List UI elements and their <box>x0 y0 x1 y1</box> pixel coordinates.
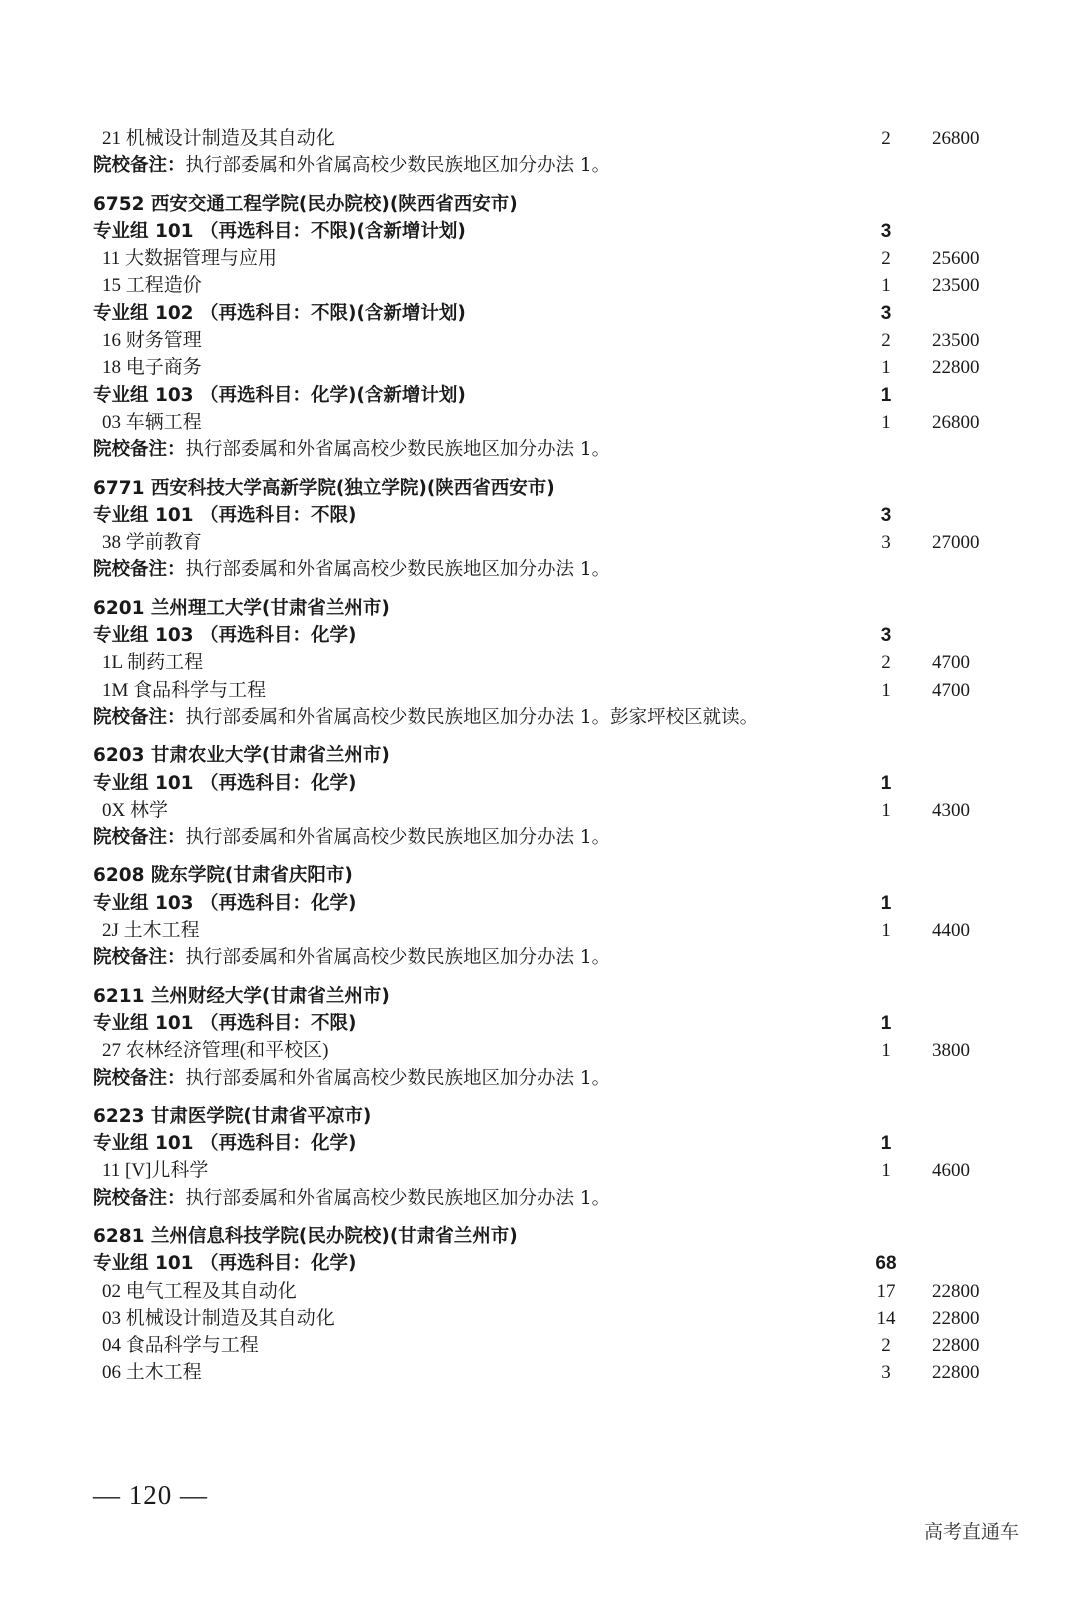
tuition-fee: 26800 <box>932 411 980 433</box>
tuition-fee: 23500 <box>932 275 980 297</box>
group-label: 专业组 102 （再选科目：不限)(含新增计划) <box>93 302 466 324</box>
major-name: 18 电子商务 <box>102 357 202 379</box>
tuition-fee: 23500 <box>932 330 980 352</box>
plan-count: 17 <box>876 1280 896 1302</box>
major-name: 0X 林学 <box>102 799 168 821</box>
admission-plan-list <box>93 125 1013 1387</box>
group-label: 专业组 101 （再选科目：化学) <box>93 772 357 794</box>
remark-text: 执行部委属和外省属高校少数民族地区加分办法 1。 <box>185 155 611 177</box>
remark-text: 执行部委属和外省属高校少数民族地区加分办法 1。 <box>185 559 611 581</box>
school-header: 6201 兰州理工大学(甘肃省兰州市) <box>93 597 390 619</box>
plan-count: 1 <box>881 799 891 821</box>
plan-count: 2 <box>881 128 891 149</box>
major-group-row <box>93 382 1013 409</box>
remark-text: 执行部委属和外省属高校少数民族地区加分办法 1。彭家坪校区就读。 <box>185 706 759 728</box>
school-header: 6223 甘肃医学院(甘肃省平凉市) <box>93 1105 372 1127</box>
major-row <box>93 1305 1013 1332</box>
major-name: 11 大数据管理与应用 <box>102 248 278 270</box>
tuition-fee: 25600 <box>932 248 980 270</box>
plan-count: 1 <box>881 920 891 942</box>
school-header: 6211 兰州财经大学(甘肃省兰州市) <box>93 985 390 1007</box>
school-remark <box>93 436 1013 463</box>
plan-count: 2 <box>881 248 891 270</box>
major-group-row <box>93 1130 1013 1157</box>
group-count: 3 <box>880 302 892 324</box>
school-remark <box>93 556 1013 583</box>
remark-label: 院校备注： <box>93 706 186 728</box>
plan-count: 2 <box>881 1335 891 1357</box>
major-row <box>93 1157 1013 1184</box>
group-count: 3 <box>880 625 892 647</box>
group-label: 专业组 103 （再选科目：化学) <box>93 892 357 914</box>
tuition-fee: 26800 <box>932 128 980 149</box>
group-label: 专业组 101 （再选科目：化学) <box>93 1133 357 1155</box>
major-name: 21 机械设计制造及其自动化 <box>102 128 335 149</box>
plan-count: 2 <box>881 652 891 674</box>
plan-count: 1 <box>881 679 891 701</box>
major-group-row <box>93 622 1013 649</box>
remark-label: 院校备注： <box>93 827 186 849</box>
major-row <box>93 125 1013 152</box>
group-count: 3 <box>880 220 892 242</box>
major-group-row <box>93 502 1013 529</box>
major-name: 03 机械设计制造及其自动化 <box>102 1307 335 1329</box>
school-remark <box>93 1185 1013 1212</box>
school-remark <box>93 824 1013 851</box>
group-count: 1 <box>880 384 892 406</box>
major-name: 11 [V]儿科学 <box>102 1160 209 1182</box>
tuition-fee: 4700 <box>932 652 970 674</box>
plan-count: 1 <box>881 275 891 297</box>
major-row <box>93 649 1013 676</box>
major-name: 03 车辆工程 <box>102 411 202 433</box>
group-label: 专业组 101 （再选科目：不限) <box>93 1012 357 1034</box>
remark-label: 院校备注： <box>93 1187 186 1209</box>
remark-label: 院校备注： <box>93 559 186 581</box>
major-row <box>93 409 1013 436</box>
group-label: 专业组 103 （再选科目：化学) <box>93 625 357 647</box>
plan-count: 1 <box>881 1040 891 1062</box>
plan-count: 14 <box>876 1307 896 1329</box>
major-name: 1M 食品科学与工程 <box>102 679 267 701</box>
remark-label: 院校备注： <box>93 1067 186 1089</box>
remark-label: 院校备注： <box>93 947 186 969</box>
tuition-fee: 4700 <box>932 679 970 701</box>
remark-text: 执行部委属和外省属高校少数民族地区加分办法 1。 <box>185 1187 611 1209</box>
school-remark <box>93 944 1013 971</box>
major-name: 27 农林经济管理(和平校区) <box>102 1040 329 1062</box>
tuition-fee: 22800 <box>932 1280 980 1302</box>
major-group-row <box>93 218 1013 245</box>
watermark: 高考直通车 <box>924 1521 1020 1543</box>
major-name: 15 工程造价 <box>102 275 202 297</box>
remark-label: 院校备注： <box>93 439 186 461</box>
school-remark <box>93 152 1013 179</box>
plan-count: 1 <box>881 1160 891 1182</box>
major-group-row <box>93 300 1013 327</box>
group-count: 68 <box>875 1253 897 1275</box>
tuition-fee: 3800 <box>932 1040 970 1062</box>
tuition-fee: 22800 <box>932 1335 980 1357</box>
major-row <box>93 1278 1013 1305</box>
major-row <box>93 1037 1013 1064</box>
remark-text: 执行部委属和外省属高校少数民族地区加分办法 1。 <box>185 947 611 969</box>
major-group-row <box>93 890 1013 917</box>
group-count: 1 <box>880 1133 892 1155</box>
group-count: 3 <box>880 504 892 526</box>
major-name: 1L 制药工程 <box>102 652 204 674</box>
tuition-fee: 27000 <box>932 532 980 554</box>
school-header: 6208 陇东学院(甘肃省庆阳市) <box>93 865 353 887</box>
major-row <box>93 354 1013 381</box>
group-count: 1 <box>880 892 892 914</box>
plan-count: 2 <box>881 330 891 352</box>
major-row <box>93 327 1013 354</box>
remark-text: 执行部委属和外省属高校少数民族地区加分办法 1。 <box>185 439 611 461</box>
major-name: 2J 土木工程 <box>102 920 200 942</box>
major-group-row <box>93 1250 1013 1277</box>
major-group-row <box>93 770 1013 797</box>
major-row <box>93 529 1013 556</box>
major-row <box>93 272 1013 299</box>
school-header: 6203 甘肃农业大学(甘肃省兰州市) <box>93 745 390 767</box>
group-label: 专业组 101 （再选科目：不限) <box>93 504 357 526</box>
school-remark <box>93 1065 1013 1092</box>
tuition-fee: 22800 <box>932 1362 980 1384</box>
school-header: 6281 兰州信息科技学院(民办院校)(甘肃省兰州市) <box>93 1225 518 1247</box>
plan-count: 1 <box>881 357 891 379</box>
group-label: 专业组 103 （再选科目：化学)(含新增计划) <box>93 384 466 406</box>
major-row <box>93 1359 1013 1386</box>
major-group-row <box>93 1010 1013 1037</box>
tuition-fee: 4300 <box>932 799 970 821</box>
major-row <box>93 797 1013 824</box>
school-remark <box>93 704 1013 731</box>
remark-text: 执行部委属和外省属高校少数民族地区加分办法 1。 <box>185 827 611 849</box>
group-label: 专业组 101 （再选科目：不限)(含新增计划) <box>93 220 466 242</box>
plan-count: 3 <box>881 532 891 554</box>
major-row <box>93 917 1013 944</box>
group-count: 1 <box>880 1012 892 1034</box>
plan-count: 3 <box>881 1362 891 1384</box>
tuition-fee: 4400 <box>932 920 970 942</box>
major-row <box>93 677 1013 704</box>
group-label: 专业组 101 （再选科目：化学) <box>93 1253 357 1275</box>
school-header: 6752 西安交通工程学院(民办院校)(陕西省西安市) <box>93 193 518 215</box>
tuition-fee: 22800 <box>932 1307 980 1329</box>
major-row <box>93 245 1013 272</box>
remark-text: 执行部委属和外省属高校少数民族地区加分办法 1。 <box>185 1067 611 1089</box>
plan-count: 1 <box>881 411 891 433</box>
page-number: — 120 — <box>93 1480 208 1510</box>
major-name: 06 土木工程 <box>102 1362 202 1384</box>
tuition-fee: 4600 <box>932 1160 970 1182</box>
major-name: 02 电气工程及其自动化 <box>102 1280 297 1302</box>
group-count: 1 <box>880 772 892 794</box>
major-name: 38 学前教育 <box>102 532 202 554</box>
tuition-fee: 22800 <box>932 357 980 379</box>
major-row <box>93 1332 1013 1359</box>
major-name: 16 财务管理 <box>102 330 202 352</box>
school-header: 6771 西安科技大学高新学院(独立学院)(陕西省西安市) <box>93 477 555 499</box>
major-name: 04 食品科学与工程 <box>102 1335 259 1357</box>
remark-label: 院校备注： <box>93 155 186 177</box>
